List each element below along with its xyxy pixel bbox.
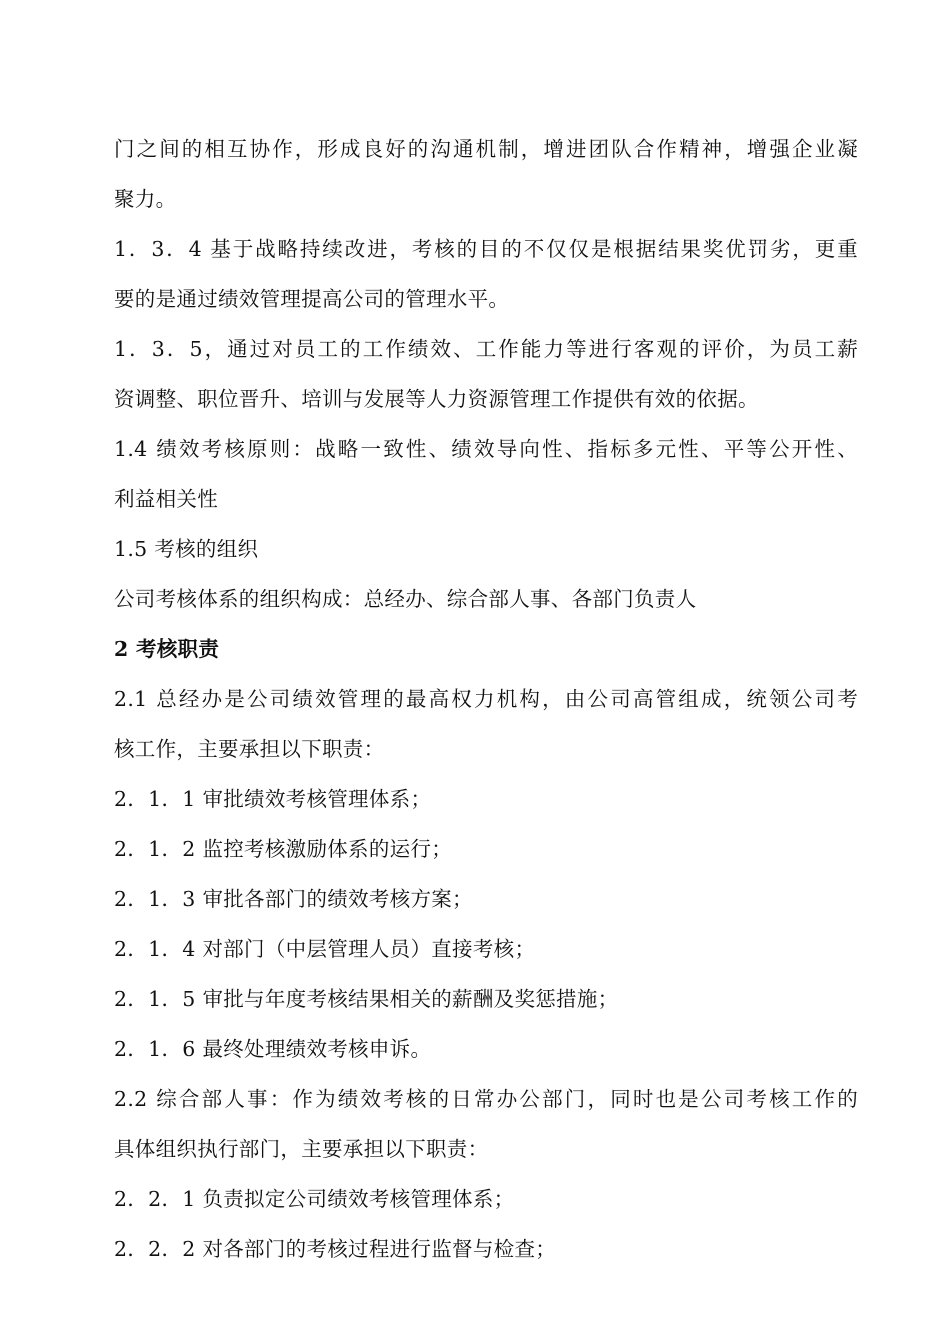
list-item: 2．1．2 监控考核激励体系的运行； — [114, 837, 453, 861]
list-item: 2．1．3 审批各部门的绩效考核方案； — [114, 887, 473, 911]
list-item: 2．1．6 最终处理绩效考核申诉。 — [114, 1037, 432, 1061]
paragraph-line: 具体组织执行部门，主要承担以下职责： — [114, 1137, 489, 1161]
list-item: 2．1．4 对部门（中层管理人员）直接考核； — [114, 937, 536, 961]
paragraph-line: 聚力。 — [114, 187, 177, 211]
paragraph-line: 1.4 绩效考核原则：战略一致性、绩效导向性、指标多元性、平等公开性、 — [114, 437, 858, 461]
paragraph-line: 资调整、职位晋升、培训与发展等人力资源管理工作提供有效的依据。 — [114, 387, 759, 411]
paragraph-line: 1．3．4 基于战略持续改进，考核的目的不仅仅是根据结果奖优罚劣，更重 — [114, 237, 858, 261]
paragraph-line: 利益相关性 — [114, 487, 218, 511]
paragraph-line: 1．3．5，通过对员工的工作绩效、工作能力等进行客观的评价，为员工薪 — [114, 337, 858, 361]
list-item: 2．1．1 审批绩效考核管理体系； — [114, 787, 432, 811]
paragraph-line: 公司考核体系的组织构成：总经办、综合部人事、各部门负责人 — [114, 587, 697, 611]
paragraph-line: 2.2 综合部人事：作为绩效考核的日常办公部门，同时也是公司考核工作的 — [114, 1087, 858, 1111]
list-item: 2．2．1 负责拟定公司绩效考核管理体系； — [114, 1187, 515, 1211]
paragraph-line: 核工作，主要承担以下职责： — [114, 737, 385, 761]
paragraph-line: 2.1 总经办是公司绩效管理的最高权力机构，由公司高管组成，统领公司考 — [114, 687, 858, 711]
chapter-heading: 2 考核职责 — [114, 637, 220, 661]
paragraph-line: 要的是通过绩效管理提高公司的管理水平。 — [114, 287, 510, 311]
section-heading: 1.5 考核的组织 — [114, 537, 259, 561]
list-item: 2．1．5 审批与年度考核结果相关的薪酬及奖惩措施； — [114, 987, 619, 1011]
list-item: 2．2．2 对各部门的考核过程进行监督与检查； — [114, 1237, 557, 1261]
paragraph-line: 门之间的相互协作，形成良好的沟通机制，增进团队合作精神，增强企业凝 — [114, 137, 858, 161]
